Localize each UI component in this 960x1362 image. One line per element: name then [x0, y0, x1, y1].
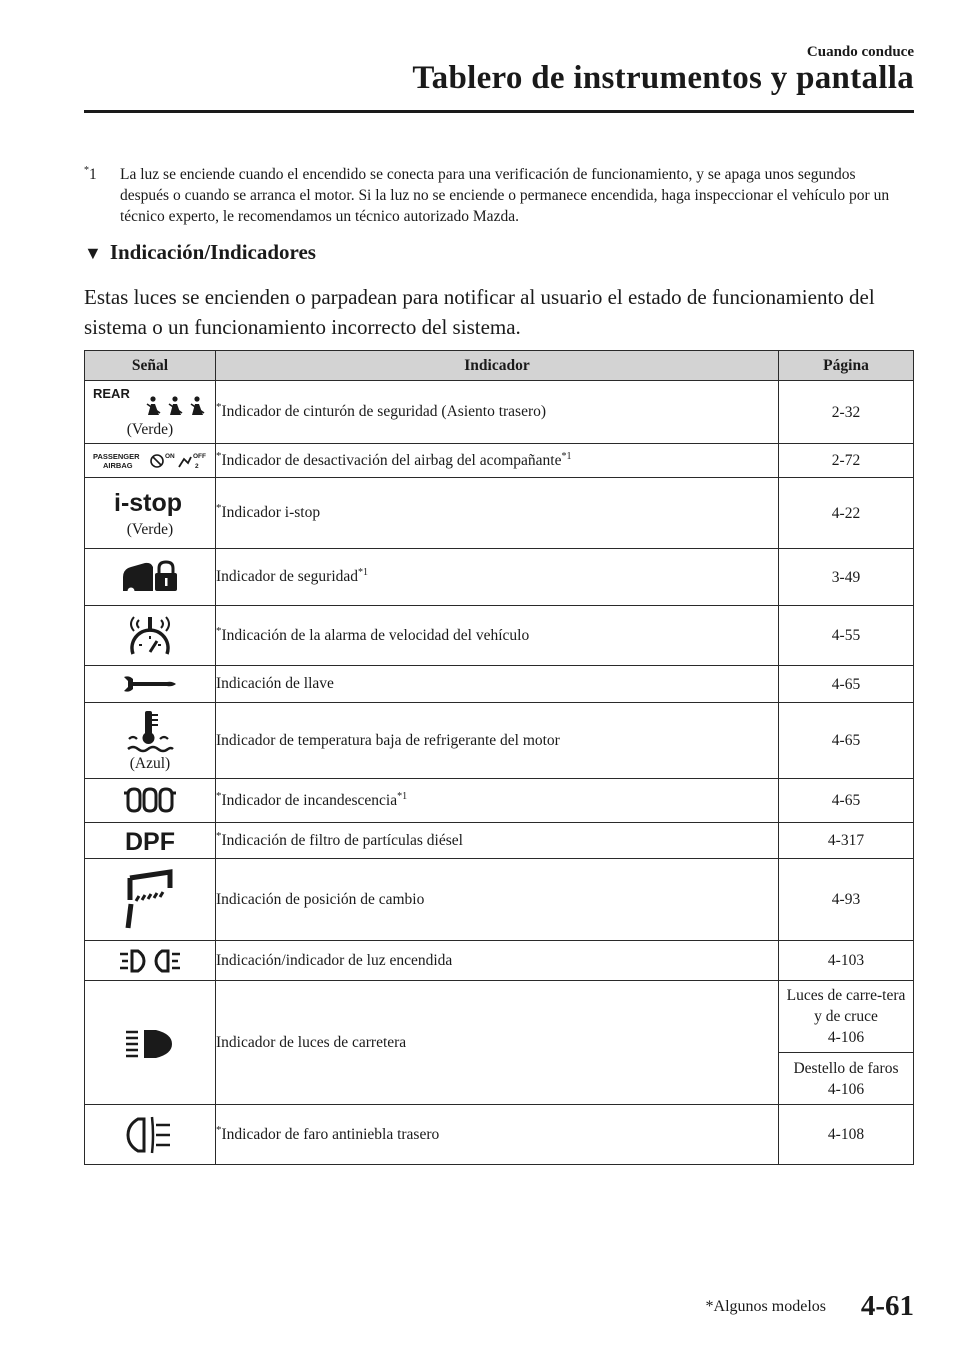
indicator-cell: *Indicación de la alarma de velocidad del vehículo: [216, 606, 779, 666]
indicator-table: [84, 350, 914, 1165]
svg-text:ON: ON: [165, 452, 175, 460]
table-row: [85, 779, 914, 823]
indicator-cell: *Indicador i-stop: [216, 478, 779, 549]
page-cell: [779, 1053, 914, 1105]
i-stop-icon: [110, 487, 190, 519]
footnote-mark: *1: [84, 164, 97, 183]
rear-seatbelt-icon: [89, 385, 211, 419]
table-row: [85, 666, 914, 703]
svg-text:DPF: DPF: [125, 827, 175, 854]
indicator-cell: Indicador de luces de carretera: [216, 981, 779, 1105]
wrench-icon: [122, 672, 178, 696]
page-title: Tablero de instrumentos y pantalla: [412, 60, 914, 96]
page-cell: 4-65: [779, 703, 914, 779]
footer-note: *Algunos modelos: [705, 1298, 826, 1315]
dpf-icon: [118, 828, 182, 854]
indicator-cell: Indicador de temperatura baja de refrigerante del motor: [216, 703, 779, 779]
indicator-cell: *Indicación de filtro de partículas diésel: [216, 823, 779, 859]
page-cell: 4-93: [779, 859, 914, 941]
page-cell-number: 4-106: [827, 1080, 865, 1098]
rear-fog-light-icon: [124, 1113, 176, 1157]
indicator-cell: *Indicador de faro antiniebla trasero: [216, 1105, 779, 1165]
signal-cell: [85, 606, 216, 666]
table-row: [85, 549, 914, 606]
page-cell: 2-72: [779, 444, 914, 478]
footnote-text: La luz se enciende cuando el encendido se conecta para una verificación de funcionamiento, y se apaga unos segundos después o cuando se arranca el motor. Si la luz no se enciende o permanece encendida, haga inspeccionar el vehículo por un técnico experto, le recomendamos un técnico autorizado Mazda.: [120, 166, 890, 225]
triangle-bullet-icon: ▼: [84, 243, 102, 263]
table-row: [85, 478, 914, 549]
page-cell: [779, 981, 914, 1053]
page-cell-number: 4-106: [827, 1029, 865, 1046]
header-divider: [84, 110, 914, 113]
page-cell: 4-317: [779, 823, 914, 859]
glow-plug-icon: [122, 787, 178, 815]
signal-cell: [85, 703, 216, 779]
signal-cell: [85, 478, 216, 549]
signal-cell: [85, 381, 216, 444]
svg-text:OFF: OFF: [193, 452, 206, 460]
speed-alarm-icon: [125, 614, 175, 658]
signal-cell: [85, 549, 216, 606]
svg-text:AIRBAG: AIRBAG: [103, 460, 133, 470]
page-cell: 4-65: [779, 666, 914, 703]
table-row: [85, 381, 914, 444]
high-beam-icon: [122, 1026, 178, 1060]
signal-cell: [85, 779, 216, 823]
footnote: [84, 164, 904, 227]
shift-position-icon: [122, 868, 178, 932]
page-cell-label: Luces de carre-tera y de cruce: [786, 987, 906, 1025]
page-cell: 4-22: [779, 478, 914, 549]
table-row: [85, 606, 914, 666]
table-row: [85, 941, 914, 981]
indicator-cell: Indicación de llave: [216, 666, 779, 703]
table-row: [85, 823, 914, 859]
signal-cell: [85, 823, 216, 859]
page-cell: 4-55: [779, 606, 914, 666]
intro-paragraph: Estas luces se encienden o parpadean para notificar al usuario el estado de funcionamiento del sistema o un funcionamiento incorrecto del sistema.: [84, 285, 875, 339]
svg-text:2: 2: [195, 462, 199, 470]
indicator-cell: *Indicador de incandescencia$^{*1}$: [216, 779, 779, 823]
light-on-icon: [118, 947, 182, 975]
signal-cell: [85, 859, 216, 941]
page-cell: 4-108: [779, 1105, 914, 1165]
page-number: 4-61: [860, 1290, 914, 1322]
indicator-cell: Indicación/indicador de luz encendida: [216, 941, 779, 981]
table-row: [85, 859, 914, 941]
page-cell: 4-103: [779, 941, 914, 981]
header-indicator: Indicador: [216, 351, 779, 381]
svg-text:PASSENGER: PASSENGER: [93, 451, 140, 461]
security-lock-icon: [119, 559, 181, 595]
table-header-row: [85, 351, 914, 381]
running-section-title: Cuando conduce: [806, 44, 914, 60]
signal-cell: [85, 1105, 216, 1165]
header-signal: Señal: [85, 351, 216, 381]
section-heading-text: Indicación/Indicadores: [109, 240, 316, 264]
signal-cell: [85, 981, 216, 1105]
passenger-airbag-icon: [89, 449, 211, 473]
signal-cell: [85, 666, 216, 703]
indicator-cell: *Indicador de cinturón de seguridad (Asiento trasero): [216, 381, 779, 444]
signal-cell: [85, 941, 216, 981]
svg-text:REAR: REAR: [93, 386, 130, 401]
page-cell: 4-65: [779, 779, 914, 823]
indicator-cell: Indicador de seguridad$^{*1}$: [216, 549, 779, 606]
table-row: [85, 703, 914, 779]
page-cell-label: Destello de faros: [793, 1059, 899, 1077]
header-page: Página: [779, 351, 914, 381]
indicator-cell: *Indicador de desactivación del airbag del acompañante$^{*1}$: [216, 444, 779, 478]
svg-text:i-stop: i-stop: [114, 489, 183, 517]
signal-caption: (Verde): [126, 421, 174, 438]
coolant-temperature-icon: [125, 709, 175, 753]
indicator-cell: Indicación de posición de cambio: [216, 859, 779, 941]
signal-caption: (Azul): [129, 754, 171, 772]
signal-caption: (Verde): [126, 521, 174, 538]
page-cell: 2-32: [779, 381, 914, 444]
table-row: [85, 444, 914, 478]
page-cell: 3-49: [779, 549, 914, 606]
table-row: [85, 981, 914, 1053]
table-row: [85, 1105, 914, 1165]
section-heading: [84, 240, 316, 265]
signal-cell: [85, 444, 216, 478]
